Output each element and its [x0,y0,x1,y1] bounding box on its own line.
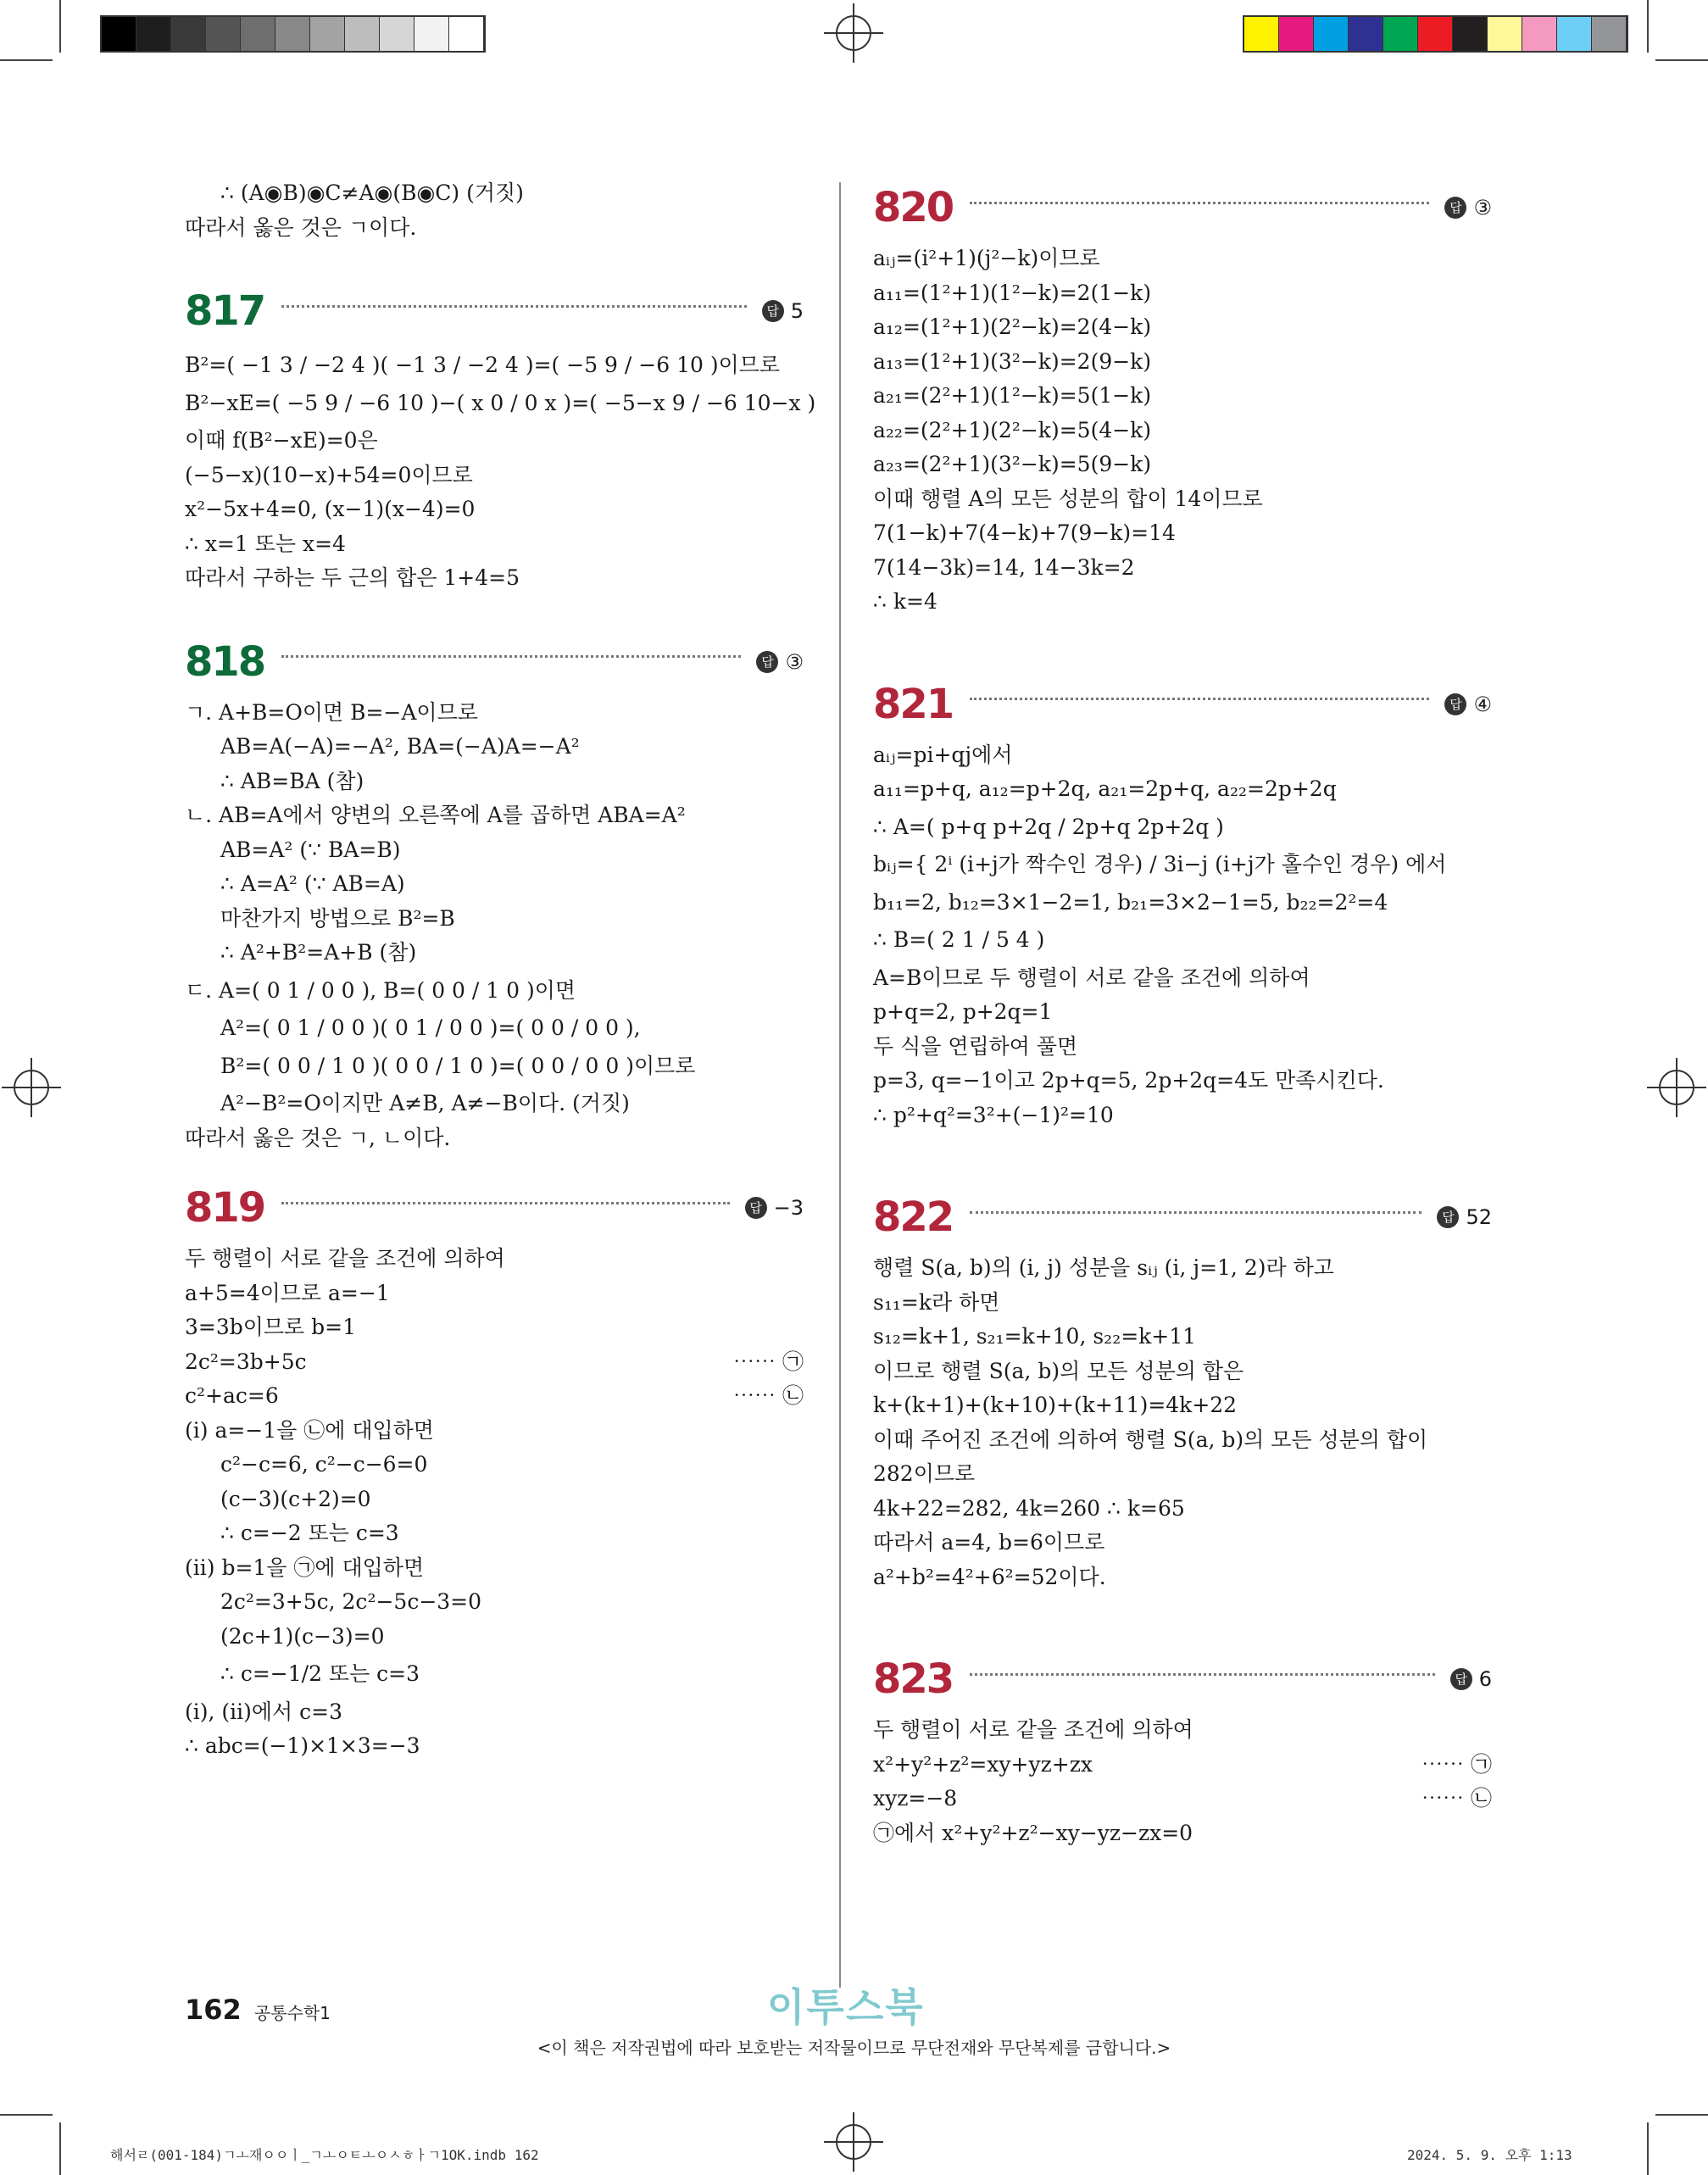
answer-label [1444,196,1492,220]
text-line: A=B이므로 두 행렬이 서로 같을 조건에 의하여 [873,965,1310,990]
crop-mark [1655,2114,1708,2116]
problem-header [185,1174,804,1242]
text-line: ∴ AB=BA (참) [220,768,364,793]
problem-number: 821 [873,680,954,728]
text-line: 7(14−3k)=14, 14−3k=2 [873,554,1135,580]
text-line: 7(1−k)+7(4−k)+7(9−k)=14 [873,520,1176,545]
registration-mark-icon [824,2112,883,2172]
color-swatch [1592,17,1627,51]
file-slug: 해서ㄹ(001-184)ㄱㅗ재ㅇㅇㅣ_ㄱㅗㅇㅌㅗㅇㅅㅎㅏㄱ1OK.indb 162 [110,2147,539,2163]
equation-row [185,1379,804,1414]
text-line: a₂₁=(2²+1)(1²−k)=5(1−k) [873,383,1152,408]
text-line: b₁₁=2, b₁₂=3×1−2=1, b₂₁=3×2−1=5, b₂₂=2²=4 [873,889,1388,915]
leader-dots [970,698,1429,700]
text-line: 이므로 행렬 S(a, b)의 모든 성분의 합은 [873,1358,1244,1383]
process-color-bar [1243,15,1628,53]
equation: x²+y²+z²=xy+yz+zx [873,1751,1093,1777]
left-column [185,174,816,1764]
problem-822 [873,1183,1492,1594]
text-line: (c−3)(c+2)=0 [220,1486,371,1511]
color-swatch [206,17,241,51]
color-swatch [1488,17,1522,51]
color-swatch [1279,17,1314,51]
answer-label [1450,1667,1492,1691]
problem-821 [873,670,1492,1133]
problem-header [873,1645,1492,1713]
registration-mark-icon [824,3,883,63]
color-swatch [414,17,449,51]
leader-dots [970,1673,1435,1676]
registration-mark-icon [1647,1058,1706,1117]
math-line: ∴ c=−1/2 또는 c=3 [220,1661,420,1686]
text-line: (ii) b=1을 ㉠에 대입하면 [185,1555,425,1580]
color-swatch [1349,17,1383,51]
text-line: 따라서 옳은 것은 ㄱ, ㄴ이다. [185,1125,451,1150]
text-line: (i) a=−1을 ㉡에 대입하면 [185,1417,434,1443]
text-line: a₁₂=(1²+1)(2²−k)=2(4−k) [873,314,1152,339]
problem-number: 819 [185,1184,265,1232]
color-swatch [102,17,136,51]
text-line: AB=A(−A)=−A², BA=(−A)A=−A² [220,734,580,759]
grayscale-color-bar [100,15,486,53]
crop-mark [59,2122,61,2175]
answer-mark-icon: 답 [762,300,784,322]
text-line: A²−B²=O이지만 A≠B, A≠−B이다. (거짓) [220,1091,630,1115]
text-line: ∴ k=4 [873,589,937,614]
text-line: 이때 행렬 A의 모든 성분의 합이 14이므로 [873,486,1263,511]
copyright-notice: <이 책은 저작권법에 따라 보호받는 저작물이므로 무단전재와 무단복제를 금합니다.> [537,2038,1171,2058]
math-line: B²=( −1 3 / −2 4 )( −1 3 / −2 4 )=( −5 9 / −6 10 )이므로 [185,353,781,377]
text-line: a₁₃=(1²+1)(3²−k)=2(9−k) [873,348,1152,374]
equation-row [185,1345,804,1380]
text-line: ㉠에서 x²+y²+z²−xy−yz−zx=0 [873,1820,1193,1845]
answer-mark-icon: 답 [1437,1206,1459,1228]
book-title: 공통수학1 [253,2003,331,2023]
text-line: (2c+1)(c−3)=0 [220,1623,385,1649]
answer-value: ④ [1473,692,1492,716]
color-swatch [1418,17,1453,51]
text-line: p+q=2, p+2q=1 [873,999,1053,1024]
problem-header [873,174,1492,242]
answer-value: 6 [1478,1667,1492,1691]
text-line: ㄴ. AB=A에서 양변의 오른쪽에 A를 곱하면 ABA=A² [185,803,686,827]
answer-label [762,299,804,323]
text-line: 두 행렬이 서로 같을 조건에 의하여 [873,1717,1193,1742]
page-footer [185,1994,331,2026]
text-line: 두 행렬이 서로 같을 조건에 의하여 [185,1246,505,1271]
problem-819 [185,1174,804,1764]
color-swatch [275,17,310,51]
text-line: 2c²=3+5c, 2c²−5c−3=0 [220,1589,482,1614]
text-line: ∴ (A◉B)◉C≠A◉(B◉C) (거짓) [220,181,524,205]
text-line: 행렬 S(a, b)의 (i, j) 성분을 sᵢⱼ (i, j=1, 2)라 하고 [873,1255,1334,1280]
text-line: aᵢⱼ=(i²+1)(j²−k)이므로 [873,246,1100,270]
answer-mark-icon: 답 [1450,1668,1472,1690]
answer-value: ③ [1473,196,1492,220]
text-line: x²−5x+4=0, (x−1)(x−4)=0 [185,497,476,521]
text-line: AB=A² (∵ BA=B) [220,837,401,862]
equation: 2c²=3b+5c [185,1349,307,1374]
equation-row [873,1782,1492,1816]
equation-tag: ⋯⋯ ㉠ [1421,1751,1492,1777]
color-swatch [1314,17,1349,51]
color-swatch [1522,17,1557,51]
text-line: p=3, q=−1이고 2p+q=5, 2p+2q=4도 만족시킨다. [873,1068,1384,1093]
problem-820 [873,174,1492,620]
problem-817 [185,277,816,596]
text-line: ∴ abc=(−1)×1×3=−3 [185,1733,420,1758]
math-line: bᵢⱼ={ 2ⁱ (i+j가 짝수인 경우) / 3i−j (i+j가 홀수인 경우) 에서 [873,852,1447,876]
text-line: ∴ p²+q²=3²+(−1)²=10 [873,1102,1114,1127]
crop-mark [0,59,53,61]
text-line: (−5−x)(10−x)+54=0이므로 [185,462,473,487]
math-line: B²−xE=( −5 9 / −6 10 )−( x 0 / 0 x )=( −5−x 9 / −6 10−x ) [185,390,816,415]
problem-number: 823 [873,1655,954,1703]
text-line: a₂₂=(2²+1)(2²−k)=5(4−k) [873,417,1152,442]
answer-value: 5 [790,299,804,323]
text-line: a₂₃=(2²+1)(3²−k)=5(9−k) [873,452,1152,476]
equation-row [873,1748,1492,1783]
equation-tag: ⋯⋯ ㉠ [733,1349,804,1374]
text-line: 이때 f(B²−xE)=0은 [185,428,378,453]
answer-mark-icon: 답 [1444,693,1466,715]
math-line: B²=( 0 0 / 1 0 )( 0 0 / 1 0 )=( 0 0 / 0 0 )이므로 [220,1053,696,1078]
text-line: k+(k+1)+(k+10)+(k+11)=4k+22 [873,1393,1238,1417]
print-date: 2024. 5. 9. 오후 1:13 [1407,2147,1572,2163]
answer-mark-icon: 답 [1444,197,1466,219]
answer-value: 52 [1466,1205,1492,1229]
answer-label [1437,1205,1492,1229]
text-line: ㄱ. A+B=O이면 B=−A이므로 [185,699,478,725]
text-line: c²−c=6, c²−c−6=0 [220,1452,428,1477]
answer-value: ③ [785,649,804,674]
page-number: 162 [185,1994,242,2026]
leader-dots [281,1202,729,1204]
leader-dots [970,202,1429,204]
equation-tag: ⋯⋯ ㉡ [733,1383,804,1408]
text-line: 따라서 a=4, b=6이므로 [873,1530,1105,1555]
text-line: 282이므로 [873,1461,976,1486]
text-line: s₁₂=k+1, s₂₁=k+10, s₂₂=k+11 [873,1324,1197,1349]
leader-dots [281,305,747,308]
text-line: 마찬가지 방법으로 B²=B [220,905,455,931]
answer-mark-icon: 답 [745,1197,767,1219]
text-line: 두 식을 연립하여 풀면 [873,1033,1078,1059]
text-line: a²+b²=4²+6²=52이다. [873,1564,1106,1589]
math-line: ㄷ. A=( 0 1 / 0 0 ), B=( 0 0 / 1 0 )이면 [185,977,576,1003]
text-line: a₁₁=p+q, a₁₂=p+2q, a₂₁=2p+q, a₂₂=2p+2q [873,776,1337,801]
problem-header [185,628,804,696]
publisher-logo: 이투스북 [767,1984,925,2030]
leader-dots [970,1211,1421,1214]
equation: xyz=−8 [873,1786,958,1811]
text-line: 따라서 옳은 것은 ㄱ이다. [185,214,417,240]
text-line: s₁₁=k라 하면 [873,1289,1000,1315]
text-line: a+5=4이므로 a=−1 [185,1280,390,1305]
answer-label [1444,693,1492,716]
crop-mark [1647,0,1649,53]
math-line: ∴ B=( 2 1 / 5 4 ) [873,927,1045,952]
problem-number: 820 [873,184,954,231]
equation-tag: ⋯⋯ ㉡ [1421,1786,1492,1811]
column-divider [839,182,841,1988]
color-swatch [449,17,484,51]
text-line: a₁₁=(1²+1)(1²−k)=2(1−k) [873,280,1152,305]
math-line: A²=( 0 1 / 0 0 )( 0 1 / 0 0 )=( 0 0 / 0 0 ), [220,1015,641,1040]
text-line: 따라서 구하는 두 근의 합은 1+4=5 [185,565,520,590]
problem-header [873,670,1492,738]
text-line: ∴ c=−2 또는 c=3 [220,1521,399,1545]
math-line: ∴ A=( p+q p+2q / 2p+q 2p+2q ) [873,814,1224,839]
text-line: aᵢⱼ=pi+qj에서 [873,742,1013,767]
color-swatch [171,17,206,51]
color-swatch [345,17,380,51]
color-swatch [241,17,275,51]
crop-mark [1647,2122,1649,2175]
color-swatch [310,17,345,51]
problem-number: 817 [185,287,265,335]
text-line: 3=3b이므로 b=1 [185,1315,357,1339]
answer-value: −3 [773,1196,804,1220]
problem-818 [185,628,804,1156]
text-line: ∴ x=1 또는 x=4 [185,531,346,556]
registration-mark-icon [2,1058,61,1117]
answer-label [745,1196,804,1220]
color-swatch [136,17,171,51]
problem-number: 818 [185,637,265,686]
crop-mark [1655,59,1708,61]
color-swatch [380,17,414,51]
problem-number: 822 [873,1193,954,1241]
crop-mark [0,2114,53,2116]
leader-dots [281,655,741,658]
equation: c²+ac=6 [185,1383,279,1408]
text-line: 이때 주어진 조건에 의하여 행렬 S(a, b)의 모든 성분의 합이 [873,1427,1428,1452]
color-swatch [1244,17,1279,51]
problem-823 [873,1645,1492,1850]
problem-header [873,1183,1492,1251]
text-line: (i), (ii)에서 c=3 [185,1699,342,1724]
color-swatch [1383,17,1418,51]
text-line: ∴ A²+B²=A+B (참) [220,940,417,965]
answer-mark-icon: 답 [756,651,778,673]
right-column [873,174,1492,1850]
text-line: ∴ A=A² (∵ AB=A) [220,871,405,896]
color-swatch [1557,17,1592,51]
color-swatch [1453,17,1488,51]
problem-header [185,277,804,345]
crop-mark [59,0,61,53]
text-line: 4k+22=282, 4k=260 ∴ k=65 [873,1495,1185,1521]
answer-label [756,650,804,674]
